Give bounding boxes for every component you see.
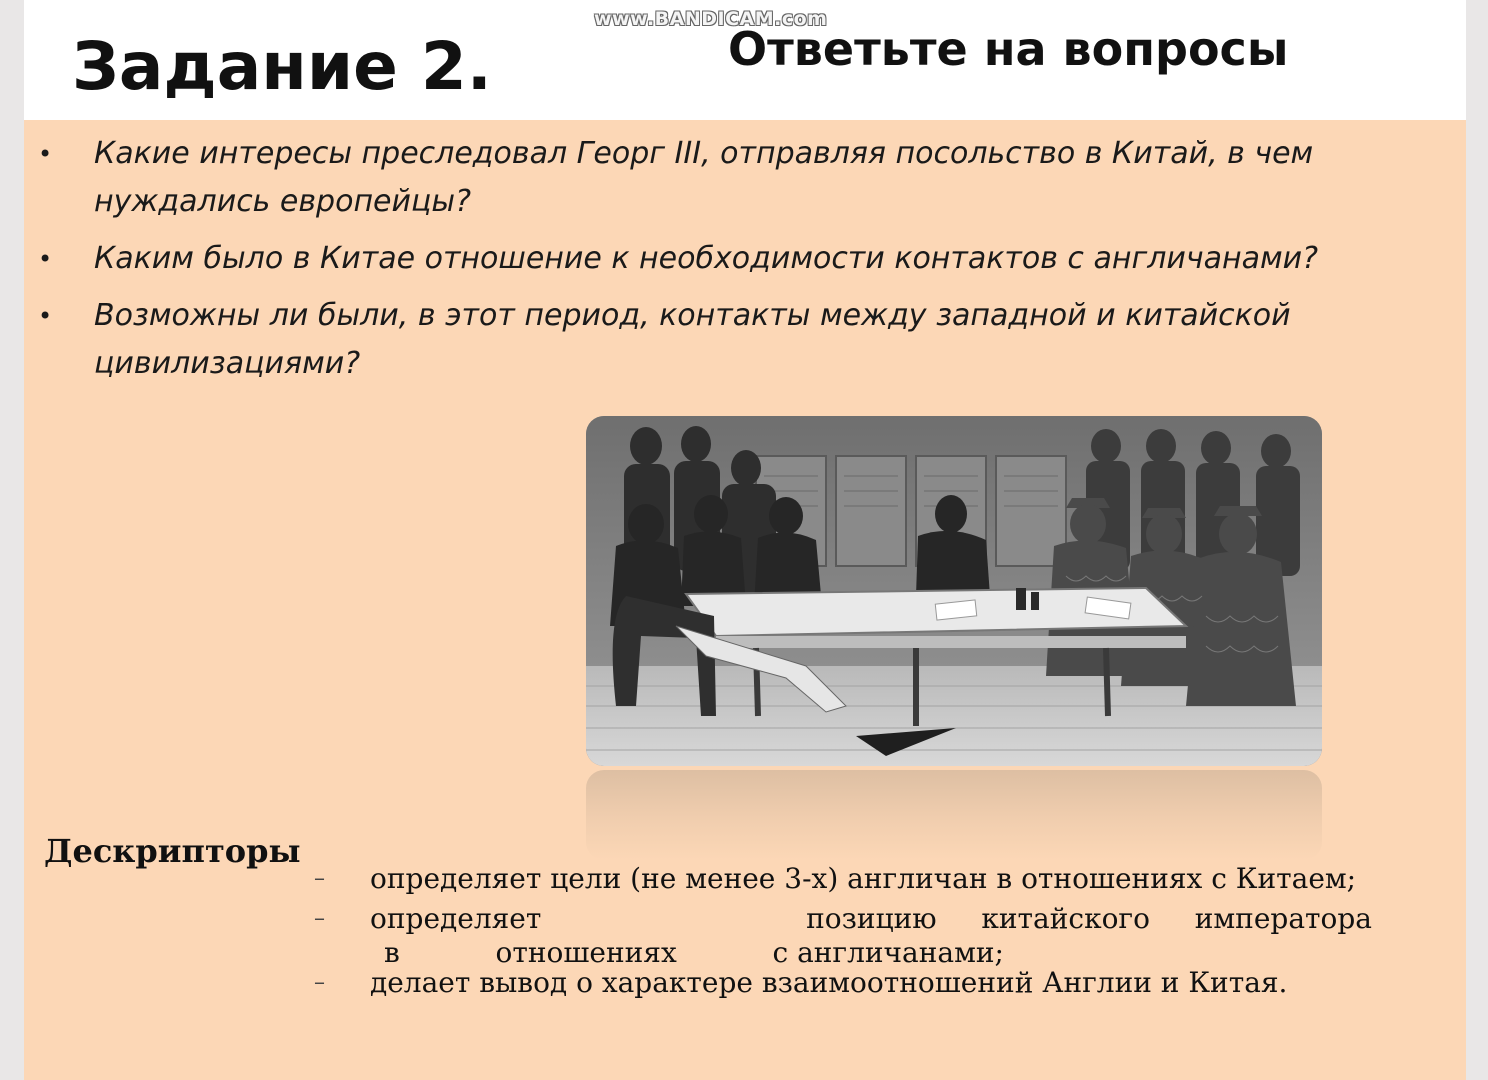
- right-margin: [1466, 0, 1488, 1080]
- descriptor-item: [312, 964, 1372, 1002]
- bullet-icon: •: [38, 245, 53, 273]
- descriptor-text: определяет цели (не менее 3-х) англичан в отношениях с Китаем;: [370, 862, 1357, 895]
- slide-title: Задание 2.: [72, 28, 492, 105]
- engraving-image: [586, 416, 1322, 766]
- descriptor-word: с англичанами;: [772, 936, 1004, 969]
- dash-icon: –: [314, 970, 325, 995]
- image-reflection: [586, 770, 1322, 860]
- question-list: [38, 130, 1458, 397]
- descriptor-list: [312, 860, 1372, 1002]
- descriptor-line: [370, 900, 1372, 938]
- descriptor-word: императора: [1194, 902, 1372, 935]
- descriptor-item: [312, 860, 1372, 898]
- question-item: [38, 130, 1458, 226]
- descriptor-word: отношениях: [495, 936, 677, 969]
- question-item: [38, 235, 1458, 283]
- descriptor-item: [312, 900, 1372, 972]
- bullet-icon: •: [38, 302, 53, 330]
- descriptor-word: китайского: [981, 902, 1150, 935]
- dash-icon: –: [314, 866, 325, 891]
- left-margin: [0, 0, 24, 1080]
- engraving-illustration: [586, 416, 1322, 766]
- question-text: Какие интересы преследовал Георг III, отправляя посольство в Китай, в чем нуждались европейцы?: [94, 136, 1314, 219]
- descriptor-text: делает вывод о характере взаимоотношений Англии и Китая.: [370, 966, 1288, 999]
- descriptor-word: определяет: [370, 902, 542, 935]
- slide-subtitle: Ответьте на вопросы: [728, 22, 1289, 76]
- bullet-icon: •: [38, 140, 53, 168]
- descriptor-word: позицию: [806, 902, 937, 935]
- descriptor-word: в: [384, 936, 400, 969]
- question-item: [38, 292, 1458, 388]
- dash-icon: –: [314, 906, 325, 931]
- descriptors-title: Дескрипторы: [44, 832, 301, 870]
- recorder-watermark: www.BANDICAM.com: [594, 8, 828, 30]
- question-text: Каким было в Китае отношение к необходимости контактов с англичанами?: [94, 241, 1319, 276]
- question-text: Возможны ли были, в этот период, контакты между западной и китайской цивилизациями?: [94, 298, 1291, 381]
